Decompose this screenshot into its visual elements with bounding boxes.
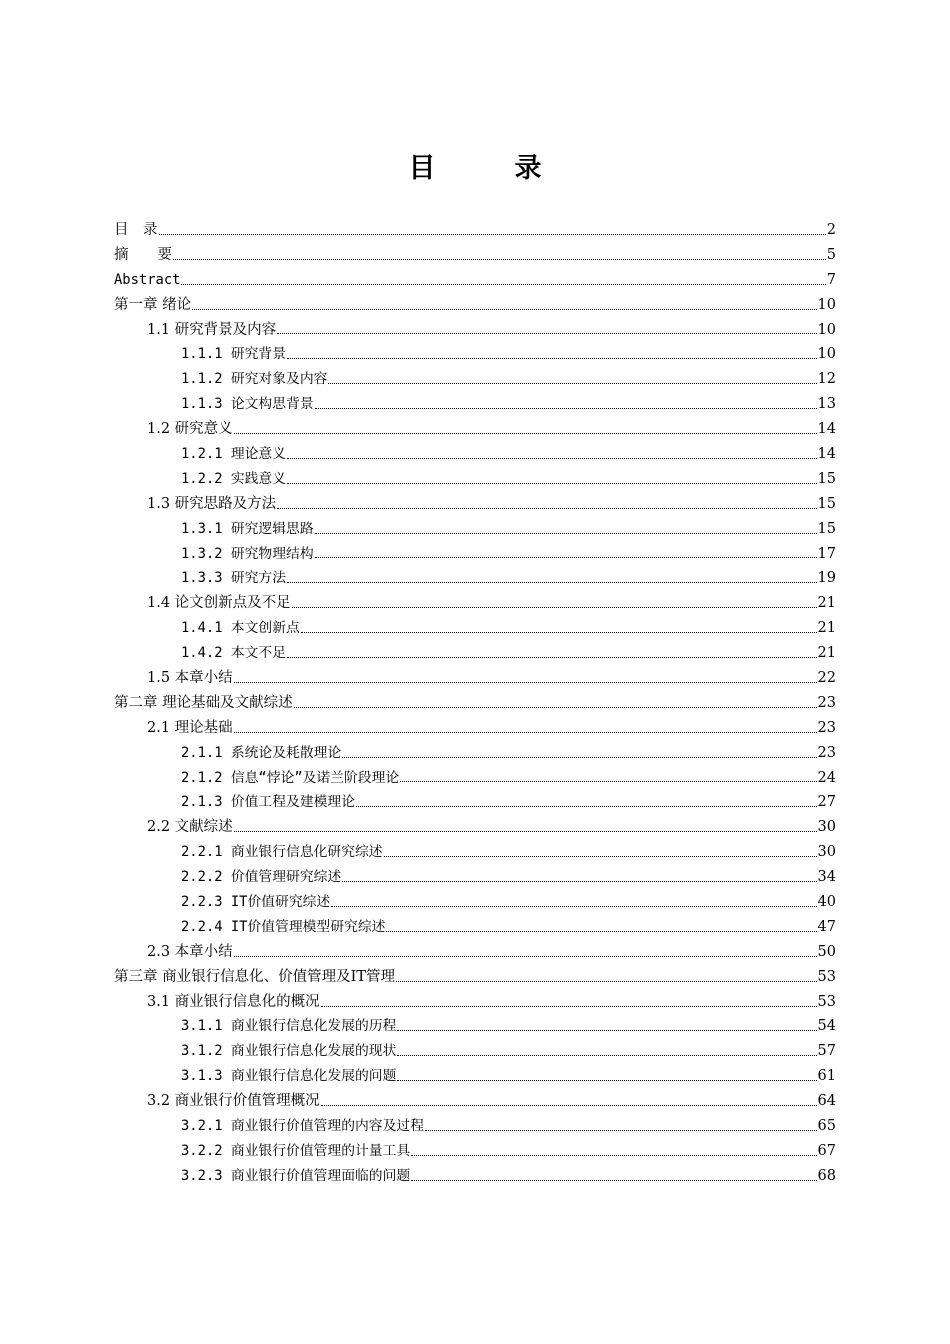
toc-entry-page-number: 24 (817, 769, 836, 786)
dot-leader (356, 805, 817, 807)
dot-leader (328, 382, 816, 384)
toc-entry-title: 1.4.1 本文创新点 (181, 620, 300, 637)
dot-leader (234, 955, 817, 957)
toc-entry-page-number: 30 (817, 844, 836, 861)
dot-leader (386, 930, 816, 932)
toc-entry[interactable] (114, 1114, 836, 1139)
dot-leader (234, 830, 817, 832)
toc-entry-page-number: 23 (817, 694, 836, 711)
dot-leader (234, 731, 817, 733)
toc-entry-title: 1.4.2 本文不足 (181, 645, 287, 662)
toc-entry-page-number: 10 (817, 296, 836, 313)
toc-entry[interactable] (114, 1064, 836, 1089)
toc-entry-title: 1.4 论文创新点及不足 (147, 595, 291, 612)
toc-entry[interactable] (114, 566, 836, 591)
toc-entry[interactable] (114, 1164, 836, 1189)
toc-entry-page-number: 64 (817, 1093, 836, 1110)
dot-leader (287, 656, 817, 658)
toc-entry-page-number: 10 (817, 346, 836, 363)
toc-entry[interactable] (114, 790, 836, 815)
toc-entry-title: 1.1 研究背景及内容 (147, 321, 277, 338)
toc-entry-page-number: 67 (817, 1142, 836, 1159)
toc-entry-page-number: 2 (826, 221, 836, 238)
toc-entry-title: 1.1.2 研究对象及内容 (181, 371, 328, 388)
toc-entry-title: 2.2.2 价值管理研究综述 (181, 869, 342, 886)
toc-entry-title: 2.1.2 信息“悖论”及诺兰阶段理论 (181, 769, 400, 786)
toc-entry-page-number: 57 (817, 1043, 836, 1060)
toc-entry-title: 3.2 商业银行价值管理概况 (147, 1093, 320, 1110)
toc-entry-title: 1.2 研究意义 (147, 421, 233, 438)
toc-entry-title: 1.3.3 研究方法 (181, 570, 287, 587)
toc-entry[interactable] (114, 417, 836, 442)
dot-leader (234, 432, 817, 434)
dot-leader (315, 532, 817, 534)
toc-entry-page-number: 21 (817, 620, 836, 637)
toc-entry[interactable] (114, 1139, 836, 1164)
toc-entry[interactable] (114, 990, 836, 1015)
toc-entry[interactable] (114, 741, 836, 766)
toc-entry-title: 2.1.3 价值工程及建模理论 (181, 794, 356, 811)
toc-entry-page-number: 12 (817, 371, 836, 388)
toc-entry[interactable] (114, 641, 836, 666)
toc-entry-page-number: 15 (817, 470, 836, 487)
dot-leader (287, 581, 817, 583)
toc-entry[interactable] (114, 293, 836, 318)
toc-entry-page-number: 23 (817, 744, 836, 761)
dot-leader (342, 880, 816, 882)
toc-entry-page-number: 68 (817, 1167, 836, 1184)
toc-entry-title: 1.2.1 理论意义 (181, 446, 287, 462)
dot-leader (397, 1054, 816, 1056)
toc-entry-title: 1.1.3 论文构思背景 (181, 396, 314, 413)
toc-entry-title: 3.2.3 商业银行价值管理面临的问题 (181, 1167, 411, 1184)
dot-leader (397, 1029, 816, 1031)
toc-entry-page-number: 40 (817, 894, 836, 911)
toc-entry-title: 1.3.1 研究逻辑思路 (181, 520, 314, 537)
toc-entry-title: 1.5 本章小结 (147, 670, 233, 687)
dot-leader (396, 980, 817, 982)
toc-entry-page-number: 53 (817, 993, 836, 1010)
toc-entry-page-number: 27 (817, 794, 836, 811)
dot-leader (159, 233, 826, 235)
toc-entry-page-number: 54 (817, 1018, 836, 1035)
dot-leader (181, 283, 825, 285)
toc-entry[interactable] (114, 616, 836, 641)
dot-leader (384, 855, 817, 857)
toc-entry-page-number: 53 (817, 968, 836, 985)
dot-leader (287, 357, 817, 359)
toc-entry-page-number: 50 (817, 943, 836, 960)
dot-leader (331, 905, 816, 907)
dot-leader (192, 308, 816, 310)
toc-entry[interactable] (114, 367, 836, 392)
toc-entry[interactable] (114, 442, 836, 467)
toc-entry-title: 3.2.2 商业银行价值管理的计量工具 (181, 1142, 411, 1159)
toc-entry[interactable] (114, 890, 836, 915)
toc-entry[interactable] (114, 318, 836, 343)
toc-entry-title: 1.3 研究思路及方法 (147, 495, 277, 512)
dot-leader (397, 1079, 816, 1081)
toc-entry[interactable] (114, 591, 836, 616)
toc-entry-page-number: 17 (817, 545, 836, 562)
toc-entry-title: 3.1 商业银行信息化的概况 (147, 993, 320, 1010)
toc-entry[interactable] (114, 815, 836, 840)
toc-entry-page-number: 22 (817, 670, 836, 687)
toc-entry-title: 2.2.1 商业银行信息化研究综述 (181, 844, 383, 861)
toc-entry[interactable] (114, 243, 836, 268)
toc-entry-page-number: 5 (826, 246, 836, 263)
toc-entry[interactable] (114, 218, 836, 243)
toc-entry-page-number: 61 (817, 1068, 836, 1085)
toc-entry-page-number: 15 (817, 495, 836, 512)
toc-entry-title: 第一章 绪论 (114, 296, 192, 313)
toc-entry[interactable] (114, 940, 836, 965)
toc-entry[interactable] (114, 766, 836, 791)
dot-leader (277, 332, 816, 334)
dot-leader (400, 780, 816, 782)
dot-leader (342, 756, 816, 758)
toc-entry[interactable] (114, 517, 836, 542)
toc-entry-title: 2.2.4 IT价值管理模型研究综述 (181, 918, 386, 935)
toc-entry-page-number: 30 (817, 819, 836, 836)
page-title: 目 录 (408, 153, 568, 184)
toc-entry[interactable] (114, 467, 836, 492)
toc-entry[interactable] (114, 915, 836, 940)
toc-entry-page-number: 47 (817, 918, 836, 935)
toc-entry-page-number: 65 (817, 1118, 836, 1135)
dot-leader (234, 681, 817, 683)
toc-entry[interactable] (114, 1015, 836, 1040)
toc-entry-title: 第三章 商业银行信息化、价值管理及IT管理 (114, 968, 396, 985)
dot-leader (173, 258, 826, 260)
toc-entry-page-number: 14 (817, 446, 836, 462)
toc-entry-title: 1.2.2 实践意义 (181, 470, 287, 487)
dot-leader (321, 1005, 817, 1007)
toc-entry[interactable] (114, 691, 836, 716)
toc-entry-title: 第二章 理论基础及文献综述 (114, 694, 293, 711)
toc-entry[interactable] (114, 492, 836, 517)
toc-entry[interactable] (114, 666, 836, 691)
dot-leader (321, 1104, 817, 1106)
toc-entry-page-number: 34 (817, 869, 836, 886)
dot-leader (294, 706, 817, 708)
dot-leader (287, 482, 817, 484)
toc-entry[interactable] (114, 1089, 836, 1114)
toc-entry-page-number: 21 (817, 645, 836, 662)
table-of-contents (114, 218, 836, 1189)
toc-entry-page-number: 21 (817, 595, 836, 612)
toc-entry-page-number: 7 (826, 271, 836, 288)
toc-entry-page-number: 13 (817, 396, 836, 413)
toc-entry[interactable] (114, 1039, 836, 1064)
toc-entry[interactable] (114, 965, 836, 990)
toc-entry-page-number: 19 (817, 570, 836, 587)
toc-entry[interactable] (114, 840, 836, 865)
toc-entry-title: 目 录 (114, 221, 158, 238)
toc-entry-title: 1.3.2 研究物理结构 (181, 545, 314, 562)
toc-entry-title: 2.2 文献综述 (147, 819, 233, 836)
toc-entry[interactable] (114, 342, 836, 367)
toc-entry-title: 3.1.3 商业银行信息化发展的问题 (181, 1068, 397, 1085)
dot-leader (411, 1154, 816, 1156)
toc-entry-page-number: 23 (817, 719, 836, 736)
toc-entry[interactable] (114, 268, 836, 293)
dot-leader (315, 407, 817, 409)
toc-entry-title: 3.2.1 商业银行价值管理的内容及过程 (181, 1118, 424, 1135)
dot-leader (292, 606, 817, 608)
dot-leader (287, 457, 817, 459)
toc-entry-page-number: 10 (817, 321, 836, 338)
dot-leader (315, 556, 817, 558)
toc-entry-title: 3.1.2 商业银行信息化发展的现状 (181, 1043, 397, 1060)
dot-leader (277, 507, 816, 509)
toc-entry[interactable] (114, 392, 836, 417)
toc-entry[interactable] (114, 716, 836, 741)
toc-entry-title: 2.3 本章小结 (147, 943, 233, 960)
toc-entry-page-number: 14 (817, 421, 836, 438)
toc-entry[interactable] (114, 865, 836, 890)
toc-entry-title: Abstract (114, 271, 181, 288)
dot-leader (425, 1129, 817, 1131)
toc-entry-title: 3.1.1 商业银行信息化发展的历程 (181, 1018, 397, 1035)
toc-entry-title: 2.1 理论基础 (147, 719, 233, 736)
toc-entry-title: 2.2.3 IT价值研究综述 (181, 894, 331, 911)
dot-leader (411, 1179, 816, 1181)
toc-entry-title: 摘 要 (114, 246, 172, 263)
toc-entry-page-number: 15 (817, 520, 836, 537)
toc-entry-title: 1.1.1 研究背景 (181, 346, 287, 363)
toc-entry-title: 2.1.1 系统论及耗散理论 (181, 744, 342, 761)
dot-leader (301, 631, 817, 633)
toc-entry[interactable] (114, 542, 836, 567)
